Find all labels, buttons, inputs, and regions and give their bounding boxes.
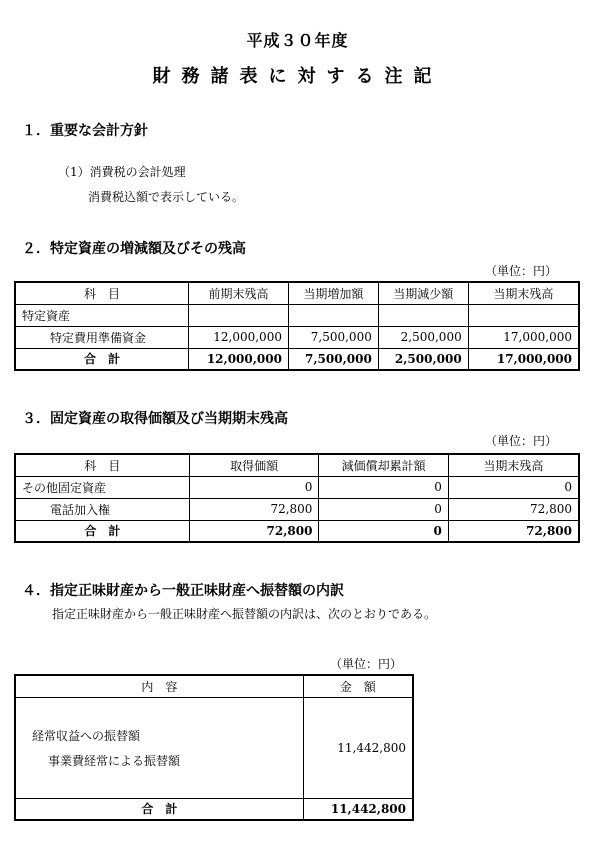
section4-unit: （単位：円） (330, 657, 403, 671)
section2-heading: ２．特定資産の増減額及びその残高 (22, 241, 246, 257)
total-dep: 0 (319, 520, 448, 542)
header-cell: 科 目 (15, 282, 189, 304)
row-label: その他固定資産 (15, 476, 189, 498)
acquisition-cost: 0 (189, 476, 319, 498)
table-header-row (15, 454, 579, 476)
table-header-row (15, 282, 579, 304)
header-cell: 当期末残高 (448, 454, 579, 476)
section3-heading: ３．固定資産の取得価額及び当期期末残高 (22, 411, 288, 427)
accumulated-depreciation: 0 (319, 476, 448, 498)
end-balance: 72,800 (448, 498, 579, 520)
end-balance: 0 (448, 476, 579, 498)
accumulated-depreciation: 0 (319, 498, 448, 520)
row-label: 電話加入権 (15, 498, 189, 520)
total-dec: 2,500,000 (378, 348, 468, 370)
section1-text: 消費税込額で表示している。 (88, 190, 245, 204)
section4-text: 指定正味財産から一般正味財産へ振替額の内訳は、次のとおりである。 (52, 607, 437, 621)
table-row (15, 326, 579, 348)
header-cell: 当期増加額 (288, 282, 378, 304)
header-cell: 当期減少額 (378, 282, 468, 304)
header-cell: 減価償却累計額 (319, 454, 448, 476)
total-label: 合 計 (15, 520, 189, 542)
transfer-breakdown-table (14, 674, 414, 821)
increase: 7,500,000 (288, 326, 378, 348)
total-row (15, 520, 579, 542)
section3-unit: （単位：円） (485, 434, 558, 448)
section1-subheading: （1）消費税の会計処理 (58, 165, 186, 179)
amount-cell: 11,442,800 (303, 697, 413, 798)
acquisition-cost: 72,800 (189, 498, 319, 520)
total-label: 合 計 (15, 798, 303, 820)
table-header-row (15, 675, 413, 697)
total-amount: 11,442,800 (303, 798, 413, 820)
end-balance: 17,000,000 (468, 326, 579, 348)
total-cost: 72,800 (189, 520, 319, 542)
total-row (15, 348, 579, 370)
total-label: 合 計 (15, 348, 189, 370)
section2-unit: （単位：円） (485, 264, 558, 278)
total-end: 17,000,000 (468, 348, 579, 370)
content-line: 経常収益への振替額 (32, 728, 141, 743)
content-line: 事業費経常による振替額 (48, 753, 181, 768)
total-inc: 7,500,000 (288, 348, 378, 370)
header-cell: 科 目 (15, 454, 189, 476)
report-year-title: 平成３０年度 (246, 31, 349, 50)
header-cell: 前期末残高 (189, 282, 289, 304)
header-cell: 取得価額 (189, 454, 319, 476)
total-prev: 12,000,000 (189, 348, 289, 370)
table-row (15, 697, 413, 798)
table-row (15, 498, 579, 520)
header-cell: 当期末残高 (468, 282, 579, 304)
decrease: 2,500,000 (378, 326, 468, 348)
header-cell: 金 額 (303, 675, 413, 697)
header-cell: 内 容 (15, 675, 303, 697)
content-cell (15, 697, 303, 798)
section4-heading: ４．指定正味財産から一般正味財産へ振替額の内訳 (22, 583, 344, 599)
row-label: 特定費用準備資金 (15, 326, 189, 348)
table-row (15, 304, 579, 326)
total-row (15, 798, 413, 820)
fixed-assets-table (14, 453, 580, 543)
category-label: 特定資産 (15, 304, 189, 326)
report-main-title: 財務諸表に対する注記 (152, 66, 443, 87)
specific-assets-table (14, 281, 580, 371)
section1-heading: １．重要な会計方針 (22, 123, 148, 139)
prev-balance: 12,000,000 (189, 326, 289, 348)
table-row (15, 476, 579, 498)
total-end: 72,800 (448, 520, 579, 542)
